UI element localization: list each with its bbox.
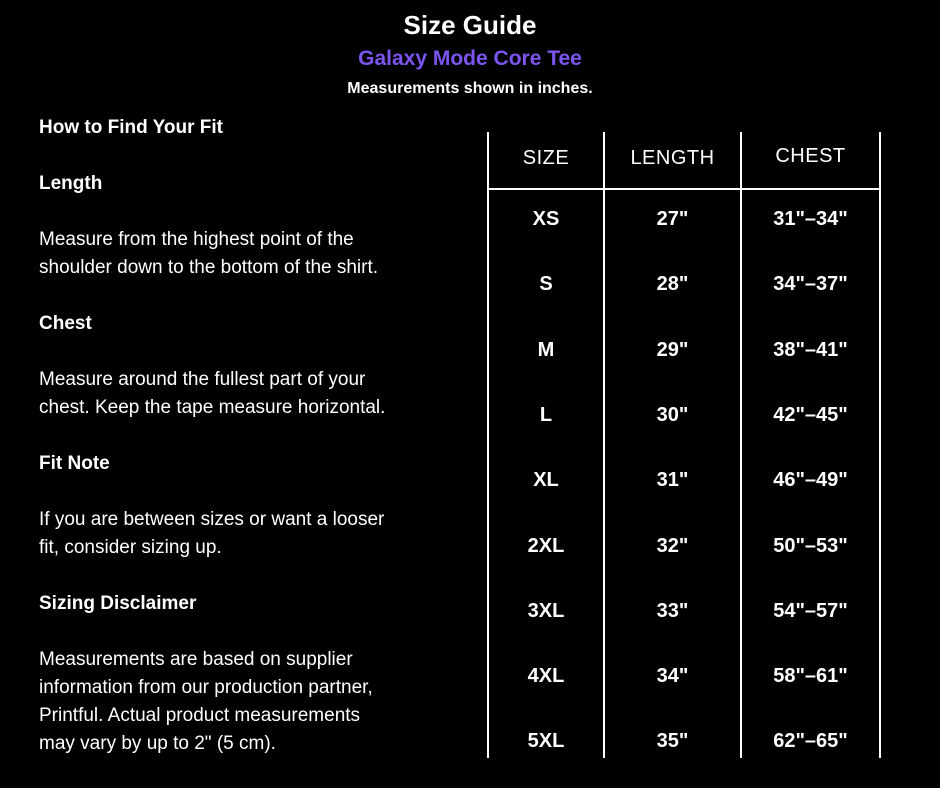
chest-cell: 54"–57" [773, 599, 848, 622]
section-text-line: Measure from the highest point of the [39, 229, 354, 250]
length-cell: 28" [656, 273, 689, 296]
units-note: Measurements shown in inches. [347, 80, 593, 97]
section-title-length: Length [39, 173, 103, 194]
product-name: Galaxy Mode Core Tee [358, 47, 582, 70]
section-title-disclaimer: Sizing Disclaimer [39, 593, 197, 614]
table-border-right [879, 132, 881, 758]
size-cell: 4XL [527, 665, 565, 688]
length-cell: 27" [656, 208, 689, 230]
section-text-line: chest. Keep the tape measure horizontal. [39, 397, 386, 418]
section-text-line: shoulder down to the bottom of the shirt. [39, 257, 379, 278]
length-cell: 34" [656, 665, 689, 688]
column-header-size: SIZE [522, 147, 570, 169]
chest-cell: 46"–49" [773, 469, 848, 492]
size-cell: S [539, 273, 553, 296]
chest-cell: 31"–34" [773, 208, 848, 230]
length-cell: 35" [656, 730, 689, 753]
column-header-length: LENGTH [630, 147, 715, 169]
chest-cell: 58"–61" [773, 665, 848, 688]
chest-cell: 50"–53" [773, 534, 848, 557]
size-cell: XL [533, 469, 559, 492]
section-text-line: Measure around the fullest part of your [39, 369, 366, 390]
section-text-line: information from our production partner, [39, 677, 373, 698]
guide-heading: How to Find Your Fit [39, 117, 223, 138]
section-title-chest: Chest [39, 313, 92, 334]
chest-cell: 34"–37" [773, 273, 848, 296]
length-cell: 29" [656, 338, 689, 361]
section-title-fit-note: Fit Note [39, 453, 110, 474]
length-cell: 30" [656, 403, 689, 426]
chest-cell: 42"–45" [773, 403, 848, 426]
section-text-line: fit, consider sizing up. [39, 537, 222, 558]
column-header-chest: CHEST [775, 145, 846, 167]
section-text-line: If you are between sizes or want a looser [39, 509, 385, 530]
length-cell: 31" [656, 469, 689, 492]
size-cell: 2XL [527, 534, 565, 557]
size-cell: 3XL [527, 599, 565, 622]
fit-guide [39, 114, 479, 758]
size-cell: M [537, 338, 555, 361]
size-cell: XS [532, 208, 560, 230]
size-cell: 5XL [527, 730, 565, 753]
size-table [487, 132, 881, 758]
section-text-line: Measurements are based on supplier [39, 649, 353, 670]
page-title: Size Guide [403, 10, 537, 40]
section-text-line: Printful. Actual product measurements [39, 705, 361, 726]
length-cell: 33" [656, 599, 689, 622]
section-text-line: may vary by up to 2" (5 cm). [39, 733, 276, 754]
size-cell: L [539, 403, 553, 426]
header-rule [487, 188, 881, 190]
chest-cell: 62"–65" [773, 730, 848, 753]
chest-cell: 38"–41" [773, 338, 848, 361]
length-cell: 32" [656, 534, 689, 557]
